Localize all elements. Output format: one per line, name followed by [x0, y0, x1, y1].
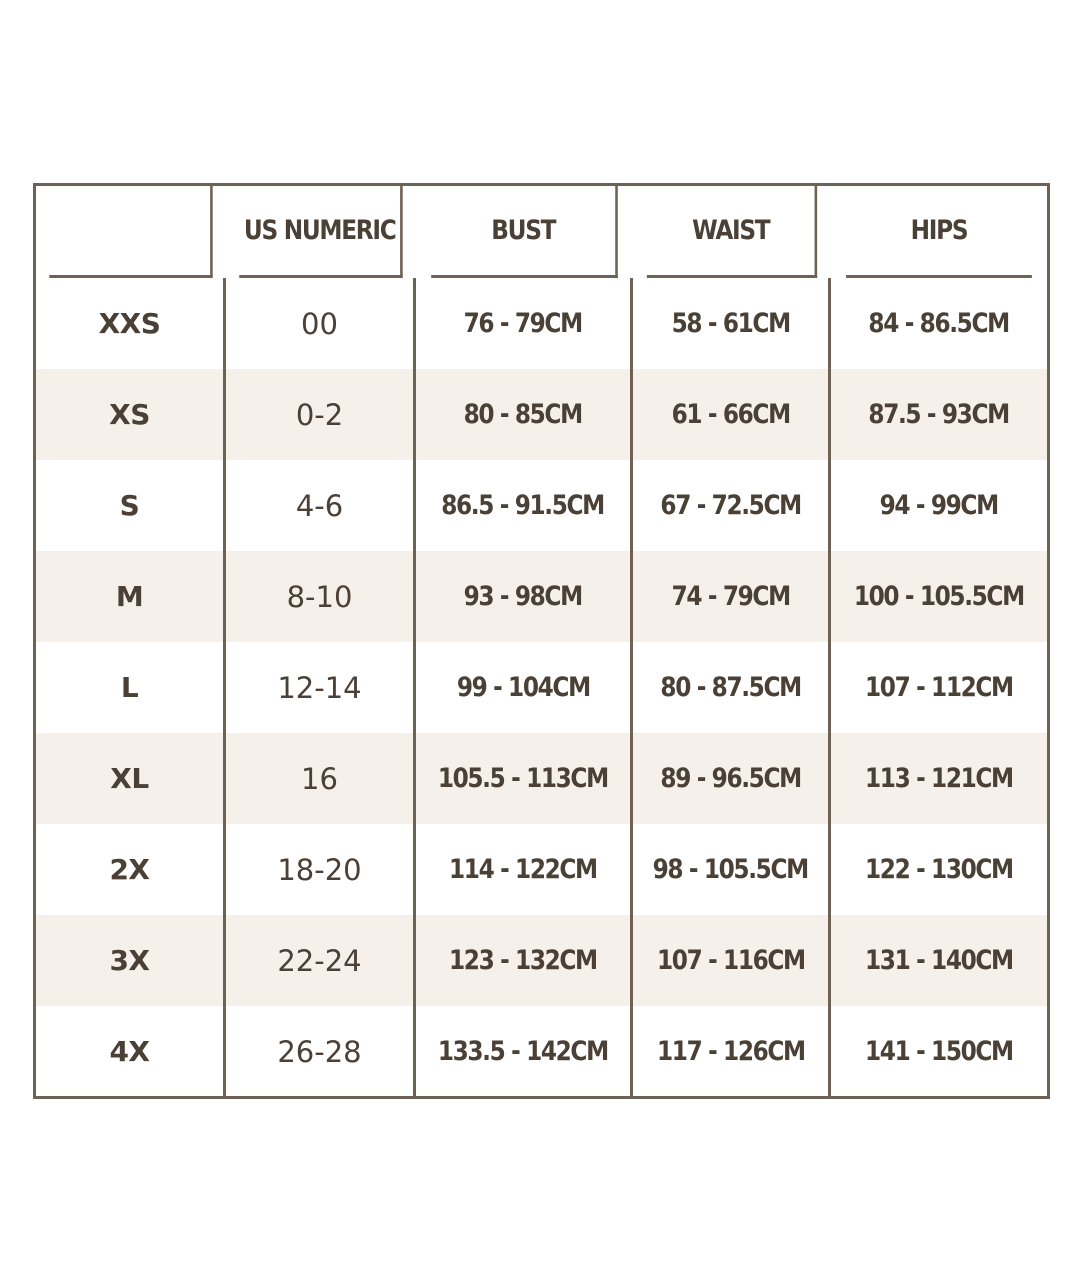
bust-cell: [416, 551, 633, 642]
size-cell: 4X: [36, 1006, 226, 1097]
bust-cell: [416, 1006, 633, 1097]
waist-cell: [633, 460, 831, 551]
header-bust: [431, 186, 618, 278]
hips-value: 122 - 130CM: [865, 854, 1013, 885]
header-blank: [49, 186, 212, 278]
waist-cell: [633, 369, 831, 460]
bust-cell: [416, 278, 633, 369]
bust-value: 99 - 104CM: [456, 672, 590, 703]
us-numeric-cell: 8-10: [226, 551, 416, 642]
waist-value: 117 - 126CM: [656, 1036, 805, 1067]
hips-value: 141 - 150CM: [865, 1036, 1013, 1067]
waist-cell: [633, 551, 831, 642]
size-cell: L: [36, 642, 226, 733]
us-numeric-cell: 4-6: [226, 460, 416, 551]
size-cell: XS: [36, 369, 226, 460]
size-cell: M: [36, 551, 226, 642]
bust-value: 76 - 79CM: [463, 308, 583, 339]
hips-value: 87.5 - 93CM: [868, 399, 1010, 430]
hips-cell: [831, 278, 1047, 369]
header-bust-label: BUST: [491, 215, 556, 246]
hips-value: 107 - 112CM: [865, 672, 1013, 703]
hips-cell: [831, 369, 1047, 460]
hips-cell: [831, 733, 1047, 824]
hips-cell: [831, 1006, 1047, 1097]
size-cell: 2X: [36, 824, 226, 915]
us-numeric-cell: 22-24: [226, 915, 416, 1006]
hips-value: 131 - 140CM: [865, 945, 1013, 976]
waist-value: 80 - 87.5CM: [660, 672, 801, 703]
bust-value: 93 - 98CM: [463, 581, 583, 612]
us-numeric-cell: 0-2: [226, 369, 416, 460]
size-cell: S: [36, 460, 226, 551]
waist-value: 61 - 66CM: [671, 399, 790, 430]
us-numeric-cell: 12-14: [226, 642, 416, 733]
header-hips: [846, 186, 1032, 278]
header-waist-label: WAIST: [692, 215, 770, 246]
hips-value: 94 - 99CM: [879, 490, 999, 521]
size-chart-table: [33, 183, 1050, 1099]
waist-cell: [633, 915, 831, 1006]
hips-value: 100 - 105.5CM: [854, 581, 1024, 612]
bust-value: 80 - 85CM: [463, 399, 583, 430]
hips-cell: [831, 642, 1047, 733]
bust-cell: [416, 642, 633, 733]
us-numeric-cell: 16: [226, 733, 416, 824]
size-cell: XXS: [36, 278, 226, 369]
waist-value: 89 - 96.5CM: [660, 763, 801, 794]
waist-cell: [633, 1006, 831, 1097]
hips-cell: [831, 551, 1047, 642]
hips-cell: [831, 460, 1047, 551]
hips-value: 84 - 86.5CM: [868, 308, 1010, 339]
waist-cell: [633, 642, 831, 733]
us-numeric-cell: 26-28: [226, 1006, 416, 1097]
bust-value: 86.5 - 91.5CM: [441, 490, 605, 521]
size-cell: 3X: [36, 915, 226, 1006]
hips-cell: [831, 915, 1047, 1006]
waist-value: 67 - 72.5CM: [660, 490, 801, 521]
bust-value: 133.5 - 142CM: [438, 1036, 608, 1067]
header-waist: [647, 186, 817, 278]
hips-value: 113 - 121CM: [865, 763, 1013, 794]
bust-cell: [416, 460, 633, 551]
us-numeric-cell: 18-20: [226, 824, 416, 915]
bust-cell: [416, 733, 633, 824]
bust-cell: [416, 369, 633, 460]
waist-value: 98 - 105.5CM: [652, 854, 809, 885]
waist-cell: [633, 278, 831, 369]
waist-cell: [633, 733, 831, 824]
waist-cell: [633, 824, 831, 915]
waist-value: 58 - 61CM: [671, 308, 790, 339]
header-us-numeric: [239, 186, 402, 278]
waist-value: 74 - 79CM: [671, 581, 790, 612]
hips-cell: [831, 824, 1047, 915]
waist-value: 107 - 116CM: [656, 945, 805, 976]
header-us-numeric-label: US NUMERIC: [243, 215, 396, 246]
header-hips-label: HIPS: [910, 215, 968, 246]
bust-value: 114 - 122CM: [449, 854, 597, 885]
bust-value: 123 - 132CM: [449, 945, 597, 976]
size-cell: XL: [36, 733, 226, 824]
us-numeric-cell: 00: [226, 278, 416, 369]
bust-cell: [416, 915, 633, 1006]
bust-cell: [416, 824, 633, 915]
bust-value: 105.5 - 113CM: [438, 763, 608, 794]
